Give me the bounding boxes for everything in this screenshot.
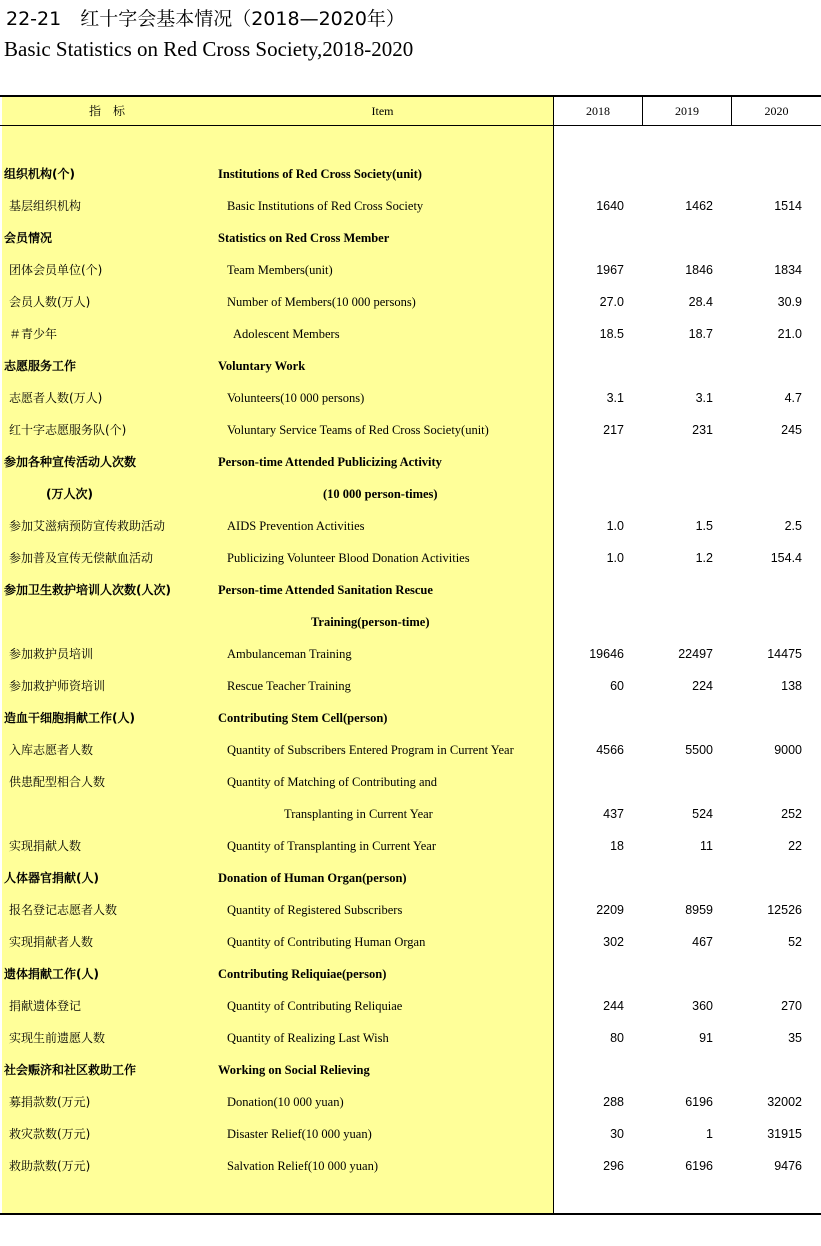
row-value-2020: 270 [781, 999, 802, 1013]
row-label-cn: 志愿者人数(万人) [9, 391, 103, 405]
row-label-en: Person-time Attended Sanitation Rescue [218, 583, 433, 597]
row-value-2020: 252 [781, 807, 802, 821]
row-label-en: Donation(10 000 yuan) [227, 1095, 344, 1109]
row-value-2018: 302 [603, 935, 624, 949]
row-label-en: Disaster Relief(10 000 yuan) [227, 1127, 372, 1141]
table-row [0, 670, 821, 702]
row-value-2020: 4.7 [784, 391, 802, 405]
row-label-en: Training(person-time) [311, 615, 430, 629]
row-value-2020: 2.5 [784, 519, 802, 533]
table-row [0, 1150, 821, 1182]
row-label-cn: 实现捐献人数 [9, 839, 82, 853]
row-value-2020: 9476 [774, 1159, 802, 1173]
row-label-cn: 会员情况 [4, 231, 53, 245]
row-value-2020: 12526 [767, 903, 802, 917]
row-label-en: Working on Social Relieving [218, 1063, 370, 1077]
table-row [0, 542, 821, 574]
row-value-2020: 52 [788, 935, 802, 949]
row-label-cn: 供患配型相合人数 [9, 775, 106, 789]
table-row [0, 862, 821, 894]
row-value-2020: 1514 [774, 199, 802, 213]
row-label-en: Publicizing Volunteer Blood Donation Activities [227, 551, 470, 565]
row-label-en: Quantity of Contributing Reliquiae [227, 999, 403, 1013]
row-label-en: Quantity of Subscribers Entered Program in Current Year [227, 743, 514, 757]
table-row [0, 510, 821, 542]
row-label-en: Voluntary Service Teams of Red Cross Society(unit) [227, 423, 489, 437]
row-label-en: Contributing Reliquiae(person) [218, 967, 387, 981]
row-value-2019: 91 [699, 1031, 713, 1045]
row-label-en: Ambulanceman Training [227, 647, 352, 661]
table-row [0, 382, 821, 414]
header-year-2018: 2018 [586, 104, 610, 118]
row-value-2018: 60 [610, 679, 624, 693]
row-label-cn: 会员人数(万人) [9, 295, 91, 309]
row-label-en: Quantity of Contributing Human Organ [227, 935, 426, 949]
row-label-cn: 人体器官捐献(人) [4, 871, 99, 885]
header-item: Item [371, 104, 394, 118]
row-value-2019: 1846 [685, 263, 713, 277]
table-row [0, 1086, 821, 1118]
row-value-2019: 360 [692, 999, 713, 1013]
row-label-cn: 造血干细胞捐献工作(人) [4, 711, 135, 725]
row-value-2019: 5500 [685, 743, 713, 757]
row-label-cn: 实现生前遗愿人数 [9, 1031, 106, 1045]
row-label-cn: (万人次) [46, 487, 93, 501]
row-label-en: Contributing Stem Cell(person) [218, 711, 388, 725]
row-value-2019: 8959 [685, 903, 713, 917]
table-row [0, 350, 821, 382]
table-row [0, 702, 821, 734]
row-label-cn: 红十字志愿服务队(个) [9, 423, 127, 437]
row-value-2019: 11 [700, 839, 713, 853]
row-label-en: Transplanting in Current Year [284, 807, 433, 821]
table-row [0, 1054, 821, 1086]
row-label-cn: 入库志愿者人数 [9, 743, 94, 757]
row-value-2020: 31915 [767, 1127, 802, 1141]
table-row [0, 286, 821, 318]
table-row [0, 766, 821, 798]
row-value-2019: 6196 [685, 1095, 713, 1109]
row-label-en: Voluntary Work [218, 359, 306, 373]
row-value-2020: 138 [781, 679, 802, 693]
row-label-cn: 捐献遗体登记 [9, 999, 82, 1013]
row-value-2018: 288 [603, 1095, 624, 1109]
row-label-en: Team Members(unit) [227, 263, 333, 277]
row-value-2020: 154.4 [770, 551, 802, 565]
table-row [0, 926, 821, 958]
table-row [0, 414, 821, 446]
table-row [0, 798, 821, 830]
row-value-2018: 1967 [596, 263, 624, 277]
table-row [0, 318, 821, 350]
row-value-2019: 1.5 [695, 519, 713, 533]
row-value-2020: 35 [788, 1031, 802, 1045]
row-value-2020: 9000 [774, 743, 802, 757]
row-label-en: Quantity of Registered Subscribers [227, 903, 403, 917]
row-label-cn: 志愿服务工作 [4, 359, 77, 373]
row-label-cn: 遗体捐献工作(人) [4, 967, 99, 981]
table-title-english: Basic Statistics on Red Cross Society,2018-2020 [4, 37, 414, 61]
row-label-cn: 救灾款数(万元) [9, 1127, 91, 1141]
row-label-en: Salvation Relief(10 000 yuan) [227, 1159, 379, 1173]
row-value-2020: 21.0 [777, 327, 802, 341]
row-label-cn: 参加各种宣传活动人次数 [4, 455, 137, 469]
table-row [0, 894, 821, 926]
row-value-2019: 18.7 [688, 327, 713, 341]
row-label-cn: 救助款数(万元) [9, 1159, 91, 1173]
row-label-cn: 募捐款数(万元) [9, 1095, 91, 1109]
row-value-2018: 3.1 [606, 391, 624, 405]
table-row [0, 606, 821, 638]
row-label-en: Institutions of Red Cross Society(unit) [218, 167, 422, 181]
row-value-2020: 22 [788, 839, 802, 853]
table-row [0, 446, 821, 478]
row-value-2019: 524 [692, 807, 713, 821]
row-value-2019: 1 [706, 1127, 713, 1141]
row-value-2019: 1.2 [695, 551, 713, 565]
row-value-2020: 30.9 [777, 295, 802, 309]
row-label-en: Statistics on Red Cross Member [218, 231, 390, 245]
row-value-2018: 4566 [596, 743, 624, 757]
row-label-en: Donation of Human Organ(person) [218, 871, 407, 885]
row-label-en: Basic Institutions of Red Cross Society [227, 199, 424, 213]
table-row [0, 830, 821, 862]
row-value-2018: 1.0 [606, 519, 624, 533]
row-value-2019: 28.4 [688, 295, 713, 309]
row-value-2019: 22497 [678, 647, 713, 661]
table-row [0, 990, 821, 1022]
row-value-2019: 224 [692, 679, 713, 693]
table-bottom-rule [0, 1213, 821, 1215]
header-indicator: 指 标 [88, 104, 125, 118]
row-label-en: Quantity of Realizing Last Wish [227, 1031, 389, 1045]
table-row [0, 574, 821, 606]
row-value-2018: 27.0 [599, 295, 624, 309]
table-row [0, 254, 821, 286]
row-label-en: Volunteers(10 000 persons) [227, 391, 365, 405]
row-value-2020: 1834 [774, 263, 802, 277]
row-value-2018: 244 [603, 999, 624, 1013]
row-value-2019: 3.1 [695, 391, 713, 405]
row-label-cn: 参加普及宣传无偿献血活动 [9, 551, 154, 565]
row-label-cn: 报名登记志愿者人数 [9, 903, 118, 917]
row-label-cn: 组织机构(个) [4, 167, 75, 181]
row-value-2019: 467 [692, 935, 713, 949]
row-label-en: Quantity of Transplanting in Current Year [227, 839, 437, 853]
row-value-2018: 1640 [596, 199, 624, 213]
row-value-2020: 245 [781, 423, 802, 437]
row-value-2018: 1.0 [606, 551, 624, 565]
row-value-2019: 6196 [685, 1159, 713, 1173]
row-value-2018: 30 [610, 1127, 624, 1141]
table-row [0, 638, 821, 670]
table-row [0, 190, 821, 222]
row-value-2018: 80 [610, 1031, 624, 1045]
row-label-en: (10 000 person-times) [323, 487, 438, 501]
table-row [0, 1118, 821, 1150]
header-year-2019: 2019 [675, 104, 699, 118]
row-label-cn: 参加卫生救护培训人次数(人次) [4, 583, 171, 597]
row-label-en: Rescue Teacher Training [227, 679, 351, 693]
row-label-en: Quantity of Matching of Contributing and [227, 775, 438, 789]
row-label-en: Person-time Attended Publicizing Activity [218, 455, 442, 469]
row-value-2018: 437 [603, 807, 624, 821]
row-value-2018: 18.5 [599, 327, 624, 341]
row-label-cn: 参加艾滋病预防宣传救助活动 [9, 519, 166, 533]
table-row [0, 478, 821, 510]
row-value-2020: 14475 [767, 647, 802, 661]
row-value-2018: 19646 [589, 647, 624, 661]
row-label-cn: 团体会员单位(个) [9, 263, 103, 277]
row-label-en: AIDS Prevention Activities [227, 519, 365, 533]
table-row [0, 734, 821, 766]
table-row [0, 958, 821, 990]
row-value-2018: 18 [610, 839, 624, 853]
table-row [0, 158, 821, 190]
row-value-2018: 2209 [596, 903, 624, 917]
row-label-en: Number of Members(10 000 persons) [227, 295, 416, 309]
table-row [0, 222, 821, 254]
row-label-cn: 社会赈济和社区救助工作 [4, 1063, 137, 1077]
header-year-2020: 2020 [764, 104, 789, 118]
row-value-2019: 231 [692, 423, 713, 437]
row-value-2020: 32002 [767, 1095, 802, 1109]
row-label-cn: ＃青少年 [9, 327, 58, 341]
row-value-2018: 217 [603, 423, 624, 437]
row-label-cn: 参加救护员培训 [9, 647, 94, 661]
row-value-2018: 296 [603, 1159, 624, 1173]
row-label-cn: 实现捐献者人数 [9, 935, 94, 949]
row-label-cn: 基层组织机构 [9, 199, 82, 213]
table-row [0, 1022, 821, 1054]
table-title-chinese: 22-21 红十字会基本情况（2018—2020年） [6, 8, 405, 30]
row-label-cn: 参加救护师资培训 [9, 679, 106, 693]
header-bottom-rule [0, 125, 821, 126]
row-value-2019: 1462 [685, 199, 713, 213]
row-label-en: Adolescent Members [233, 327, 340, 341]
